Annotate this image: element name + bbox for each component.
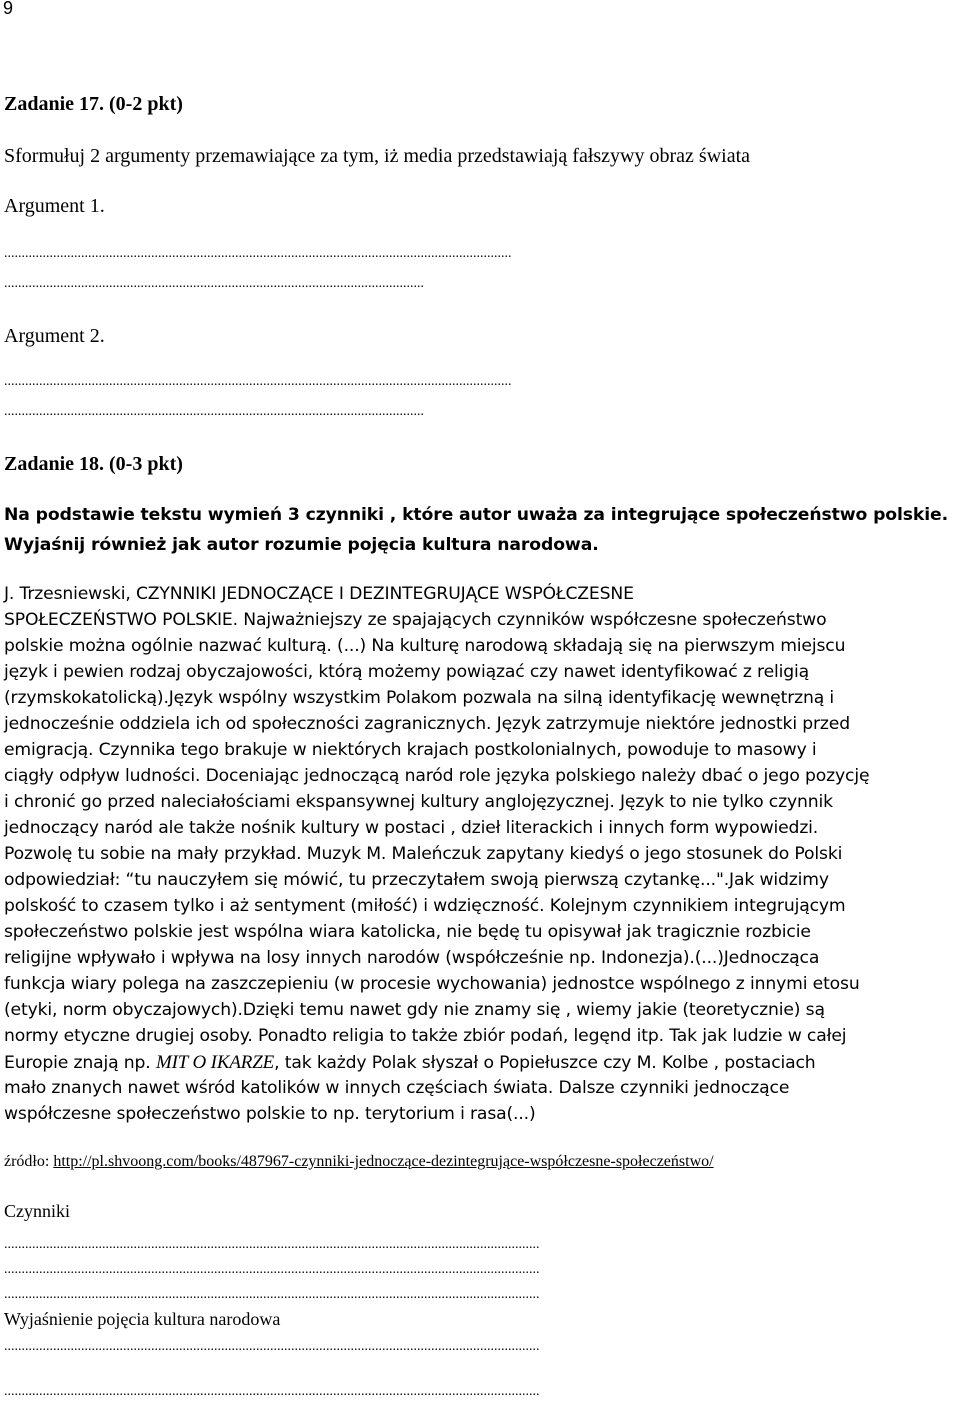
answer-line[interactable]: ......................................................................................................................................................... — [4, 1262, 540, 1277]
argument-1-label: Argument 1. — [4, 195, 105, 217]
italic-title: MIT O IKARZE — [155, 1052, 275, 1073]
source-text-line: jednocześnie oddziela ich od społeczności zagranicznych. Język zatrzymuje niektóre jednostki przed — [4, 714, 850, 734]
source-text-line: współczesne społeczeństwo polskie to np. terytorium i rasa(...) — [4, 1104, 536, 1124]
answer-czynniki-label: Czynniki — [4, 1201, 70, 1221]
source-text-line: ciągły odpływ ludności. Doceniając jednoczącą naród role języka polskiego należy dbać o jego pozycję — [4, 766, 870, 786]
answer-line[interactable]: ........................................................................................................................ — [4, 404, 424, 419]
source-link[interactable]: http://pl.shvoong.com/books/487967-czynniki-jednoczące-dezintegrujące-współczesne-społeczeństwo/ — [53, 1153, 714, 1170]
source-text-line: normy etyczne drugiej osoby. Ponadto religia to także zbiór podań, legęnd itp. Tak jak ludzie w całej — [4, 1026, 847, 1046]
answer-line[interactable]: ................................................................................................................................................. — [4, 374, 512, 389]
argument-2-label: Argument 2. — [4, 325, 105, 347]
answer-line[interactable]: ......................................................................................................................................................... — [4, 1384, 540, 1399]
source-text-line: język i pewien rodzaj obyczajowości, którą możemy powiązać czy nawet identyfikować z religią — [4, 662, 810, 682]
task-18-instruction-line: Na podstawie tekstu wymień 3 czynniki , które autor uważa za integrujące społeczeństwo polskie. — [4, 505, 949, 525]
source-text-line: (etyki, norm obyczajowych).Dzięki temu nawet gdy nie znamy się , wiemy jakie (teoretycznie) są — [4, 1000, 825, 1020]
task-17-instruction: Sformułuj 2 argumenty przemawiające za tym, iż media przedstawiają fałszywy obraz świata — [4, 145, 751, 167]
task-18-header: Zadanie 18. (0-3 pkt) — [4, 453, 183, 475]
source-text-line: polskie można ogólnie nazwać kulturą. (...) Na kulturę narodową składają się na pierwszym miejscu — [4, 636, 846, 656]
source-text-line: religijne wpływało i wpływa na losy innych narodów (współcześnie np. Indonezja).(...)Jednocząca — [4, 948, 820, 968]
task-17-header: Zadanie 17. (0-2 pkt) — [4, 93, 183, 115]
task-18-instruction-line: Wyjaśnij również jak autor rozumie pojęcia kultura narodowa. — [4, 535, 599, 555]
source-text-line: polskość to czasem tylko i aż sentyment (miłość) i wdzięczność. Kolejnym czynnikiem integrującym — [4, 896, 846, 916]
source-text-line — [4, 1052, 816, 1074]
answer-line[interactable]: ......................................................................................................................................................... — [4, 1237, 540, 1252]
answer-line[interactable]: ................................................................................................................................................. — [4, 246, 512, 261]
text-fragment: Europie znają np. — [4, 1053, 156, 1073]
source-text-line: społeczeństwo polskie jest wspólna wiara katolicka, nie będę tu opisywał jak tragicznie rozbicie — [4, 922, 811, 942]
source-citation — [4, 1153, 714, 1171]
answer-kultura-label: Wyjaśnienie pojęcia kultura narodowa — [4, 1309, 281, 1329]
source-text-line: funkcja wiary polega na zaszczepieniu (w procesie wychowania) jednostce wspólnego z innymi etosu — [4, 974, 860, 994]
source-text-line: SPOŁECZEŃSTWO POLSKIE. Najważniejszy ze spajających czynników współczesne społeczeństwo — [4, 610, 827, 630]
source-text-line: jednoczący naród ale także nośnik kultury w postaci , dzieł literackich i innych form wypowiedzi. — [4, 818, 819, 838]
source-text-line: Pozwolę tu sobie na mały przykład. Muzyk M. Maleńczuk zapytany kiedyś o jego stosunek do Polski — [4, 844, 843, 864]
page-number: 9 — [3, 0, 14, 18]
source-text-line: mało znanych nawet wśród katolików w innych częściach świata. Dalsze czynniki jednoczące — [4, 1078, 790, 1098]
source-text-line: J. Trzesniewski, CZYNNIKI JEDNOCZĄCE I DEZINTEGRUJĄCE WSPÓŁCZESNE — [4, 584, 634, 604]
source-text-line: odpowiedział: “tu nauczyłem się mówić, tu przeczytałem swoją pierwszą czytankę...".Jak widzimy — [4, 870, 829, 890]
answer-line[interactable]: ........................................................................................................................ — [4, 276, 424, 291]
answer-line[interactable]: ......................................................................................................................................................... — [4, 1339, 540, 1354]
source-text-line: (rzymskokatolicką).Język wspólny wszystkim Polakom pozwala na silną identyfikację wewnętrzną i — [4, 688, 835, 708]
source-label: źródło: — [4, 1153, 54, 1170]
source-text-line: i chronić go przed naleciałościami ekspansywnej kultury anglojęzycznej. Język to nie tylko czynnik — [4, 792, 833, 812]
text-fragment: , tak każdy Polak słyszał o Popiełuszce czy M. Kolbe , postaciach — [274, 1053, 816, 1073]
answer-line[interactable]: ......................................................................................................................................................... — [4, 1287, 540, 1302]
source-text-line: emigracją. Czynnika tego brakuje w niektórych krajach postkolonialnych, powoduje to masowy i — [4, 740, 817, 760]
